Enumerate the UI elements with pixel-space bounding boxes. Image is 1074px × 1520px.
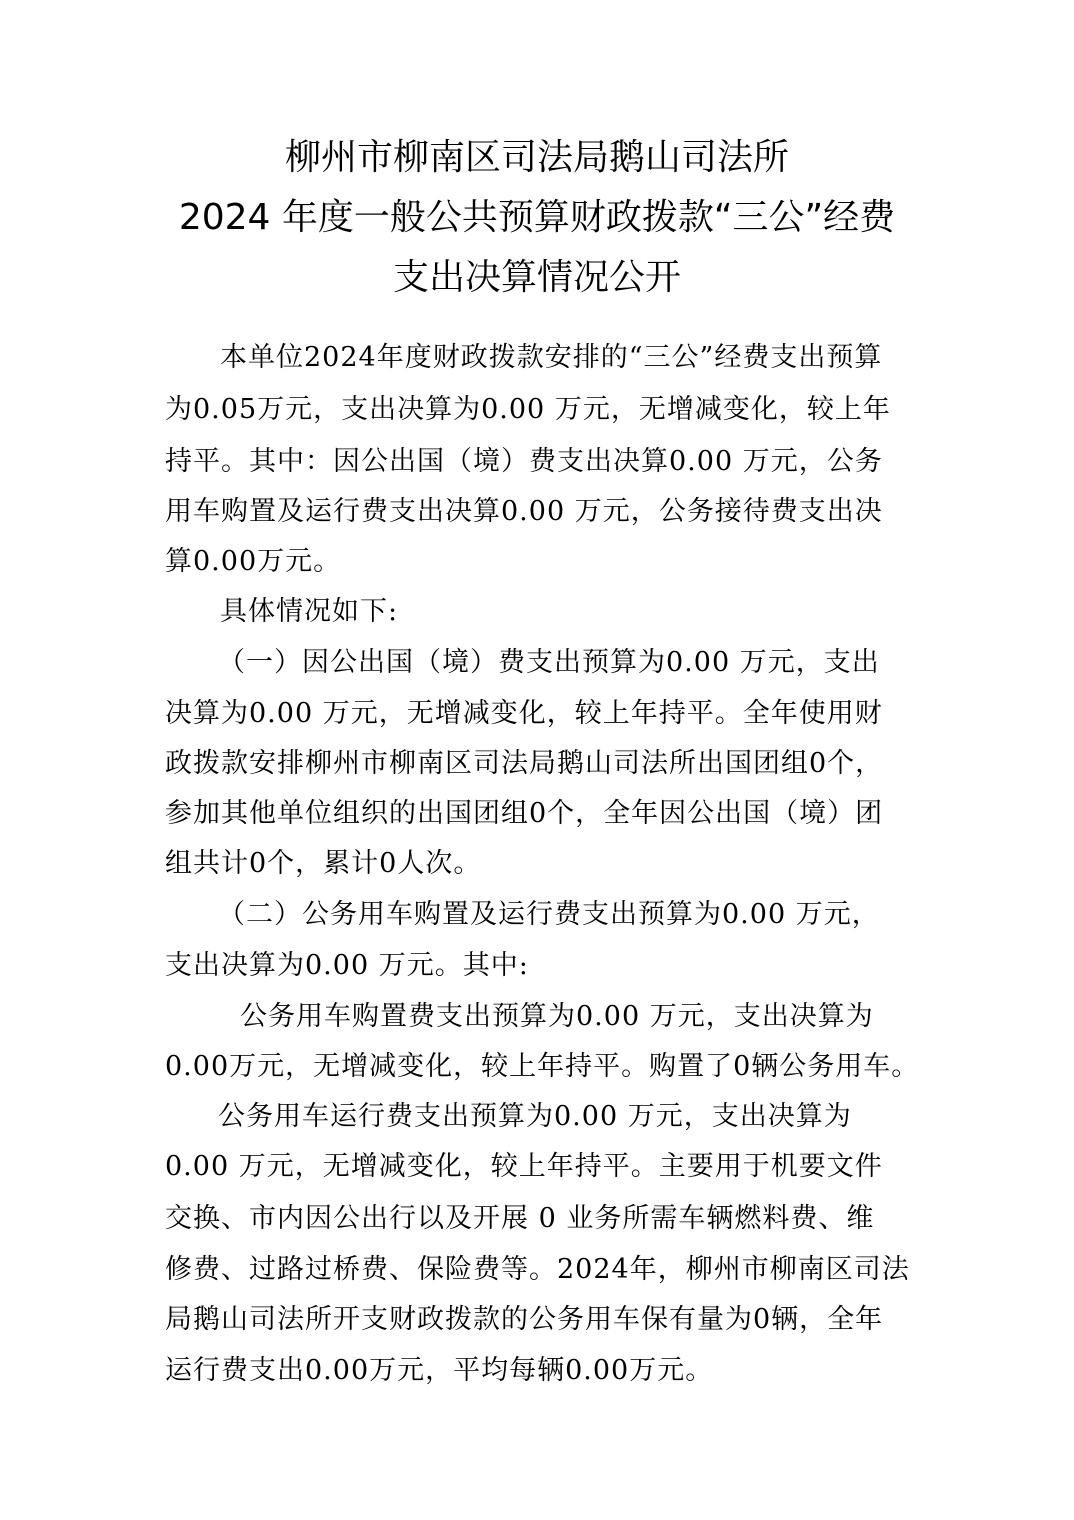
- body-line: 本单位2024年度财政拨款安排的“三公”经费支出预算: [220, 342, 883, 373]
- body-line: 用车购置及运行费支出决算0.00 万元，公务接待费支出决: [165, 496, 883, 527]
- body-line: 算0.00万元。: [165, 546, 342, 577]
- body-line: 修费、过路过桥费、保险费等。2024年，柳州市柳南区司法: [165, 1254, 910, 1285]
- body-line: 决算为0.00 万元，无增减变化，较上年持平。全年使用财: [165, 698, 883, 729]
- body-line: 政拨款安排柳州市柳南区司法局鹅山司法所出国团组0个，: [165, 748, 884, 779]
- title-line-3: 支出决算情况公开: [392, 257, 681, 298]
- body-line: 支出决算为0.00 万元。其中:: [165, 950, 529, 981]
- body-line: 0.00 万元，无增减变化，较上年持平。主要用于机要文件: [165, 1151, 883, 1182]
- body-line: 持平。其中：因公出国（境）费支出决算0.00 万元，公务: [165, 446, 883, 477]
- body-line: 公务用车购置费支出预算为0.00 万元，支出决算为: [240, 1001, 874, 1032]
- title-line-1: 柳州市柳南区司法局鹅山司法所: [284, 137, 789, 178]
- body-line: 具体情况如下:: [220, 596, 399, 627]
- body-line: （二）公务用车购置及运行费支出预算为0.00 万元，: [218, 899, 880, 930]
- body-line: 公务用车运行费支出预算为0.00 万元，支出决算为: [218, 1101, 852, 1132]
- body-line: 交换、市内因公出行以及开展 0 业务所需车辆燃料费、维: [165, 1203, 875, 1234]
- title-line-2: 2024 年度一般公共预算财政拨款“三公”经费: [178, 197, 896, 238]
- body-line: 运行费支出0.00万元，平均每辆0.00万元。: [165, 1355, 714, 1386]
- body-line: 为0.05万元，支出决算为0.00 万元，无增减变化，较上年: [165, 394, 891, 425]
- body-line: 0.00万元，无增减变化，较上年持平。购置了0辆公务用车。: [165, 1051, 920, 1082]
- body-line: 组共计0个，累计0人次。: [165, 848, 482, 879]
- body-line: （一）因公出国（境）费支出预算为0.00 万元，支出: [218, 647, 880, 678]
- body-line: 局鹅山司法所开支财政拨款的公务用车保有量为0辆，全年: [165, 1304, 884, 1335]
- body-line: 参加其他单位组织的出国团组0个，全年因公出国（境）团: [165, 798, 884, 829]
